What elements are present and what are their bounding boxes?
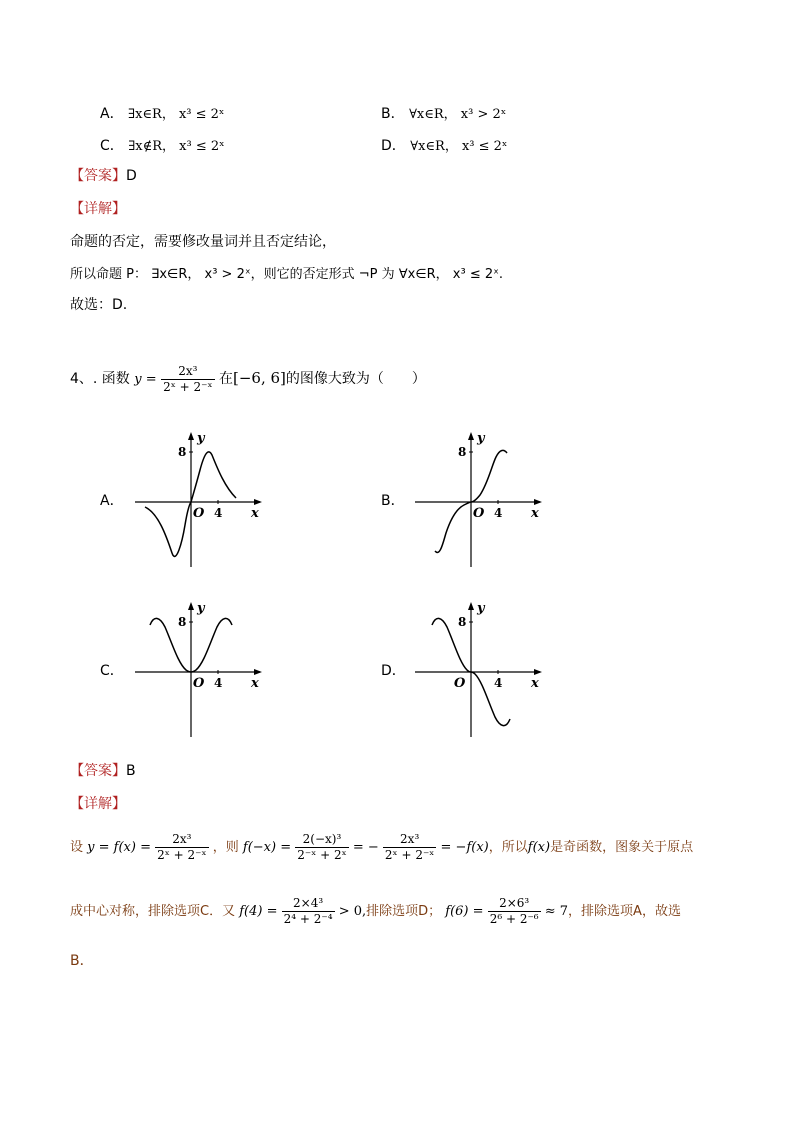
q4-interval-pre: 在 (219, 371, 234, 387)
x-axis-label: x (531, 676, 539, 691)
origin-label: O (193, 676, 205, 691)
l2-frac2 (488, 896, 541, 927)
y-axis-label: y (477, 431, 485, 446)
l2-frac1-den: 2⁴ + 2⁻⁴ (283, 912, 333, 926)
y-axis-arrow (468, 432, 474, 440)
l1-fx: f(x) (527, 840, 551, 855)
x-tick-label: 4 (494, 506, 503, 520)
choice-d (381, 135, 507, 155)
detail-q3-line2: 所以命题 P： ∃x∈R， x³ > 2ˣ，则它的否定形式 ¬P 为 ∀x∈R， x³ ≤ 2ˣ. (70, 267, 504, 282)
l1-frac2-den: 2⁻ˣ + 2ˣ (297, 848, 347, 862)
y-axis-label: y (197, 601, 205, 616)
origin-label: O (193, 506, 205, 521)
l2-frac1-num: 2×4³ (282, 896, 335, 912)
graph-b-label: B． (381, 493, 405, 509)
y-axis-arrow (188, 432, 194, 440)
detail-tag-q3: 【详解】 (70, 201, 126, 217)
q4-tail: 的图像大致为（ ） (285, 371, 426, 387)
l1-b: ，则 (212, 840, 239, 855)
l2-eq1: f(4) = (239, 904, 278, 919)
x-axis-label: x (531, 506, 539, 521)
y-axis-arrow (188, 602, 194, 610)
y-axis-label: y (197, 431, 205, 446)
q4-interval: [−6, 6] (233, 369, 286, 387)
y-tick-label: 8 (178, 615, 187, 629)
l1-frac2-num: 2(−x)³ (295, 832, 348, 848)
y-axis-label: y (477, 601, 485, 616)
x-axis-arrow (534, 669, 542, 675)
l1-eq2: f(−x) = (242, 840, 292, 855)
x-tick-label: 4 (494, 676, 503, 690)
x-axis-arrow (254, 669, 262, 675)
x-axis-label: x (251, 676, 259, 691)
graph-d (410, 595, 550, 740)
detail-q3-line3: 故选：D. (70, 297, 128, 313)
x-axis-arrow (534, 499, 542, 505)
graph-b (410, 425, 550, 570)
l1-a: 设 (70, 840, 84, 855)
graph-a-label: A． (100, 493, 124, 509)
l2-c: ，排除选项A，故选 (568, 904, 681, 919)
q4-frac-num: 2x³ (161, 364, 214, 380)
y-tick-label: 8 (178, 445, 187, 459)
l1-eq1: y = f(x) = (87, 840, 151, 855)
question-4-number: 4、. 函数 (70, 371, 130, 387)
detail-q4-line1 (70, 828, 693, 868)
detail-q4-line3: B． (70, 953, 94, 969)
q4-frac-den: 2ˣ + 2⁻ˣ (163, 379, 213, 394)
answer-value: D (126, 168, 137, 184)
graph-c (130, 595, 270, 740)
choice-c-label: C． (100, 138, 124, 154)
detail-q3-line1: 命题的否定，需要修改量词并且否定结论， (70, 234, 336, 250)
l2-eq2: f(6) = (445, 904, 484, 919)
l2-frac1 (282, 896, 335, 927)
l1-frac1-num: 2x³ (155, 832, 208, 848)
y-tick-label: 8 (458, 615, 467, 629)
l1-frac3 (383, 832, 436, 863)
l1-frac3-den: 2ˣ + 2⁻ˣ (384, 848, 435, 862)
detail-tag-q4: 【详解】 (70, 796, 126, 812)
answer-value: B (126, 763, 136, 779)
graph-d-label: D． (381, 663, 406, 679)
choice-c (100, 135, 225, 155)
origin-label: O (473, 506, 485, 521)
choice-a-label: A． (100, 106, 124, 122)
choice-c-text: ∃x∉R， x³ ≤ 2ˣ (128, 139, 225, 154)
q4-lhs: y = (134, 372, 157, 387)
choice-d-label: D． (381, 138, 406, 154)
answer-q4 (70, 760, 136, 780)
l2-frac2-den: 2⁶ + 2⁻⁶ (489, 912, 539, 926)
l2-frac2-num: 2×6³ (488, 896, 541, 912)
answer-tag: 【答案】 (70, 763, 126, 779)
q4-fraction (161, 364, 214, 395)
l1-frac3-num: 2x³ (383, 832, 436, 848)
choice-b (381, 103, 506, 123)
l2-eq2b: ≈ 7 (544, 904, 569, 919)
x-tick-label: 4 (214, 506, 223, 520)
y-axis-arrow (468, 602, 474, 610)
l1-c: ，所以 (488, 840, 528, 855)
l1-eq4: = −f(x) (440, 840, 489, 855)
x-axis-arrow (254, 499, 262, 505)
choice-b-label: B． (381, 106, 405, 122)
l1-frac2 (295, 832, 348, 863)
choice-a (100, 103, 224, 123)
choice-b-text: ∀x∈R， x³ > 2ˣ (409, 107, 507, 122)
graph-a (130, 425, 270, 570)
l2-b: 排除选项D； (366, 904, 442, 919)
answer-q3 (70, 165, 137, 185)
x-tick-label: 4 (214, 676, 223, 690)
graph-c-label: C． (100, 663, 124, 679)
choice-d-text: ∀x∈R， x³ ≤ 2ˣ (410, 139, 508, 154)
answer-tag: 【答案】 (70, 168, 126, 184)
l1-frac1-den: 2ˣ + 2⁻ˣ (157, 848, 207, 862)
l1-eq3: = − (352, 840, 379, 855)
l2-eq1b: > 0, (338, 904, 367, 919)
l1-frac1 (155, 832, 208, 863)
l1-d: 是奇函数，图象关于原点 (550, 840, 694, 855)
origin-label: O (454, 676, 466, 691)
y-tick-label: 8 (458, 445, 467, 459)
l2-a: 成中心对称，排除选项C．又 (70, 904, 236, 919)
detail-q4-line2 (70, 892, 681, 932)
question-4-stem (70, 362, 426, 396)
x-axis-label: x (251, 506, 259, 521)
choice-a-text: ∃x∈R， x³ ≤ 2ˣ (128, 107, 225, 122)
